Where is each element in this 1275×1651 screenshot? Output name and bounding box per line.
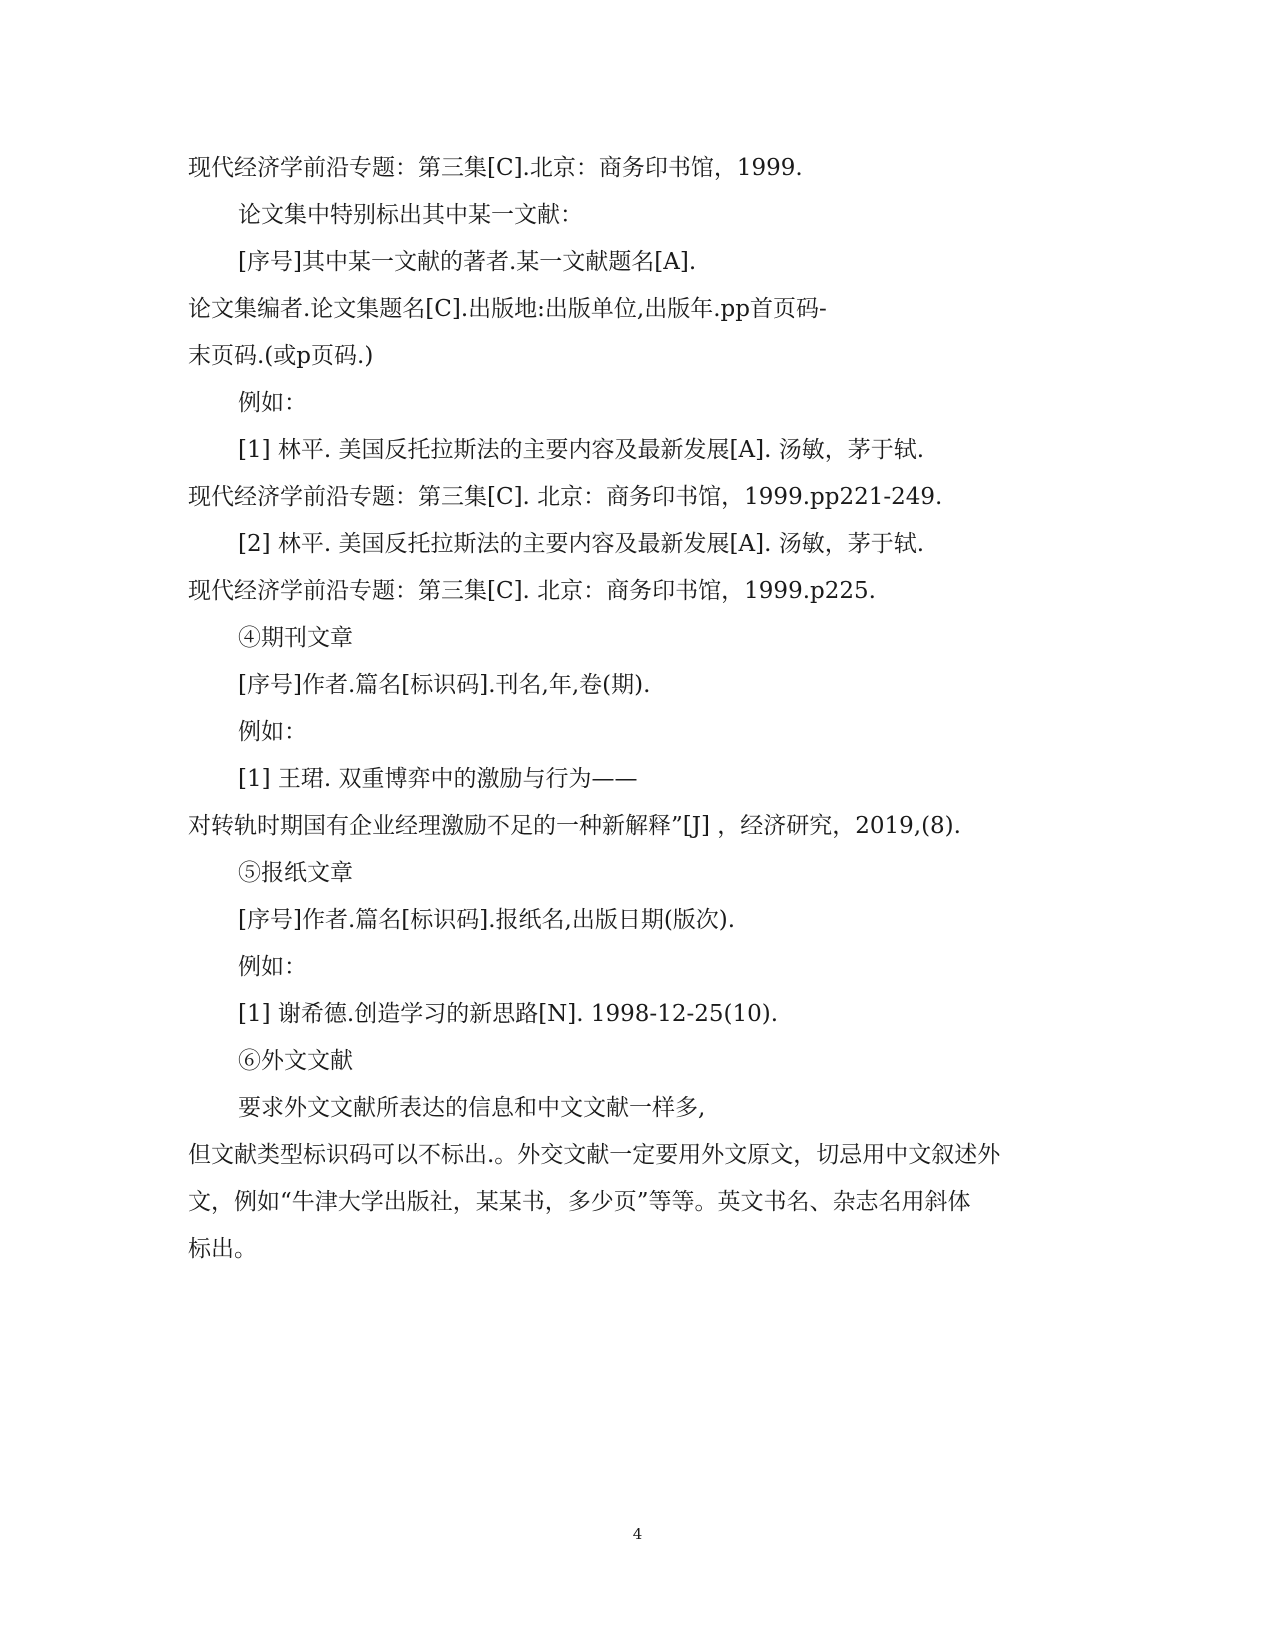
section-heading-journal: ④期刊文章 — [238, 625, 353, 651]
section-heading-newspaper: ⑤报纸文章 — [238, 860, 353, 886]
text-line-7: [1] 林平. 美国反托拉斯法的主要内容及最新发展[A]. 汤敏，茅于轼. — [238, 437, 925, 463]
text-line-8: 现代经济学前沿专题：第三集[C]. 北京：商务印书馆，1999.pp221-249. — [188, 484, 943, 510]
text-line-22: 但文献类型标识码可以不标出.。外交文献一定要用外文原文，切忌用中文叙述外 — [188, 1142, 1001, 1168]
text-line-12: [序号]作者.篇名[标识码].刊名,年,卷(期). — [238, 672, 651, 698]
text-line-4: 论文集编者.论文集题名[C].出版地:出版单位,出版年.pp首页码- — [188, 296, 827, 322]
text-line-14: [1] 王珺. 双重博弈中的激励与行为—— — [238, 766, 638, 792]
text-line-6: 例如： — [238, 390, 307, 416]
text-line-15: 对转轨时期国有企业经理激励不足的一种新解释”[J] ，经济研究，2019,(8). — [188, 813, 961, 839]
text-line-5: 末页码.(或p页码.) — [188, 343, 374, 369]
page-number: 4 — [632, 1525, 643, 1543]
text-line-1: 现代经济学前沿专题：第三集[C].北京：商务印书馆，1999. — [188, 155, 803, 181]
text-line-19: [1] 谢希德.创造学习的新思路[N]. 1998-12-25(10). — [238, 1001, 779, 1027]
text-line-17: [序号]作者.篇名[标识码].报纸名,出版日期(版次). — [238, 907, 736, 933]
text-line-2: 论文集中特别标出其中某一文献： — [238, 202, 583, 228]
text-line-24: 标出。 — [188, 1236, 257, 1262]
text-line-18: 例如： — [238, 954, 307, 980]
text-line-9: [2] 林平. 美国反托拉斯法的主要内容及最新发展[A]. 汤敏，茅于轼. — [238, 531, 925, 557]
text-line-21: 要求外文文献所表达的信息和中文文献一样多, — [238, 1095, 706, 1121]
section-heading-foreign: ⑥外文文献 — [238, 1048, 353, 1074]
text-line-23: 文，例如“牛津大学出版社，某某书，多少页”等等。英文书名、杂志名用斜体 — [188, 1189, 971, 1215]
text-line-13: 例如： — [238, 719, 307, 745]
text-line-10: 现代经济学前沿专题：第三集[C]. 北京：商务印书馆，1999.p225. — [188, 578, 876, 604]
text-line-3: [序号]其中某一文献的著者.某一文献题名[A]. — [238, 249, 697, 275]
